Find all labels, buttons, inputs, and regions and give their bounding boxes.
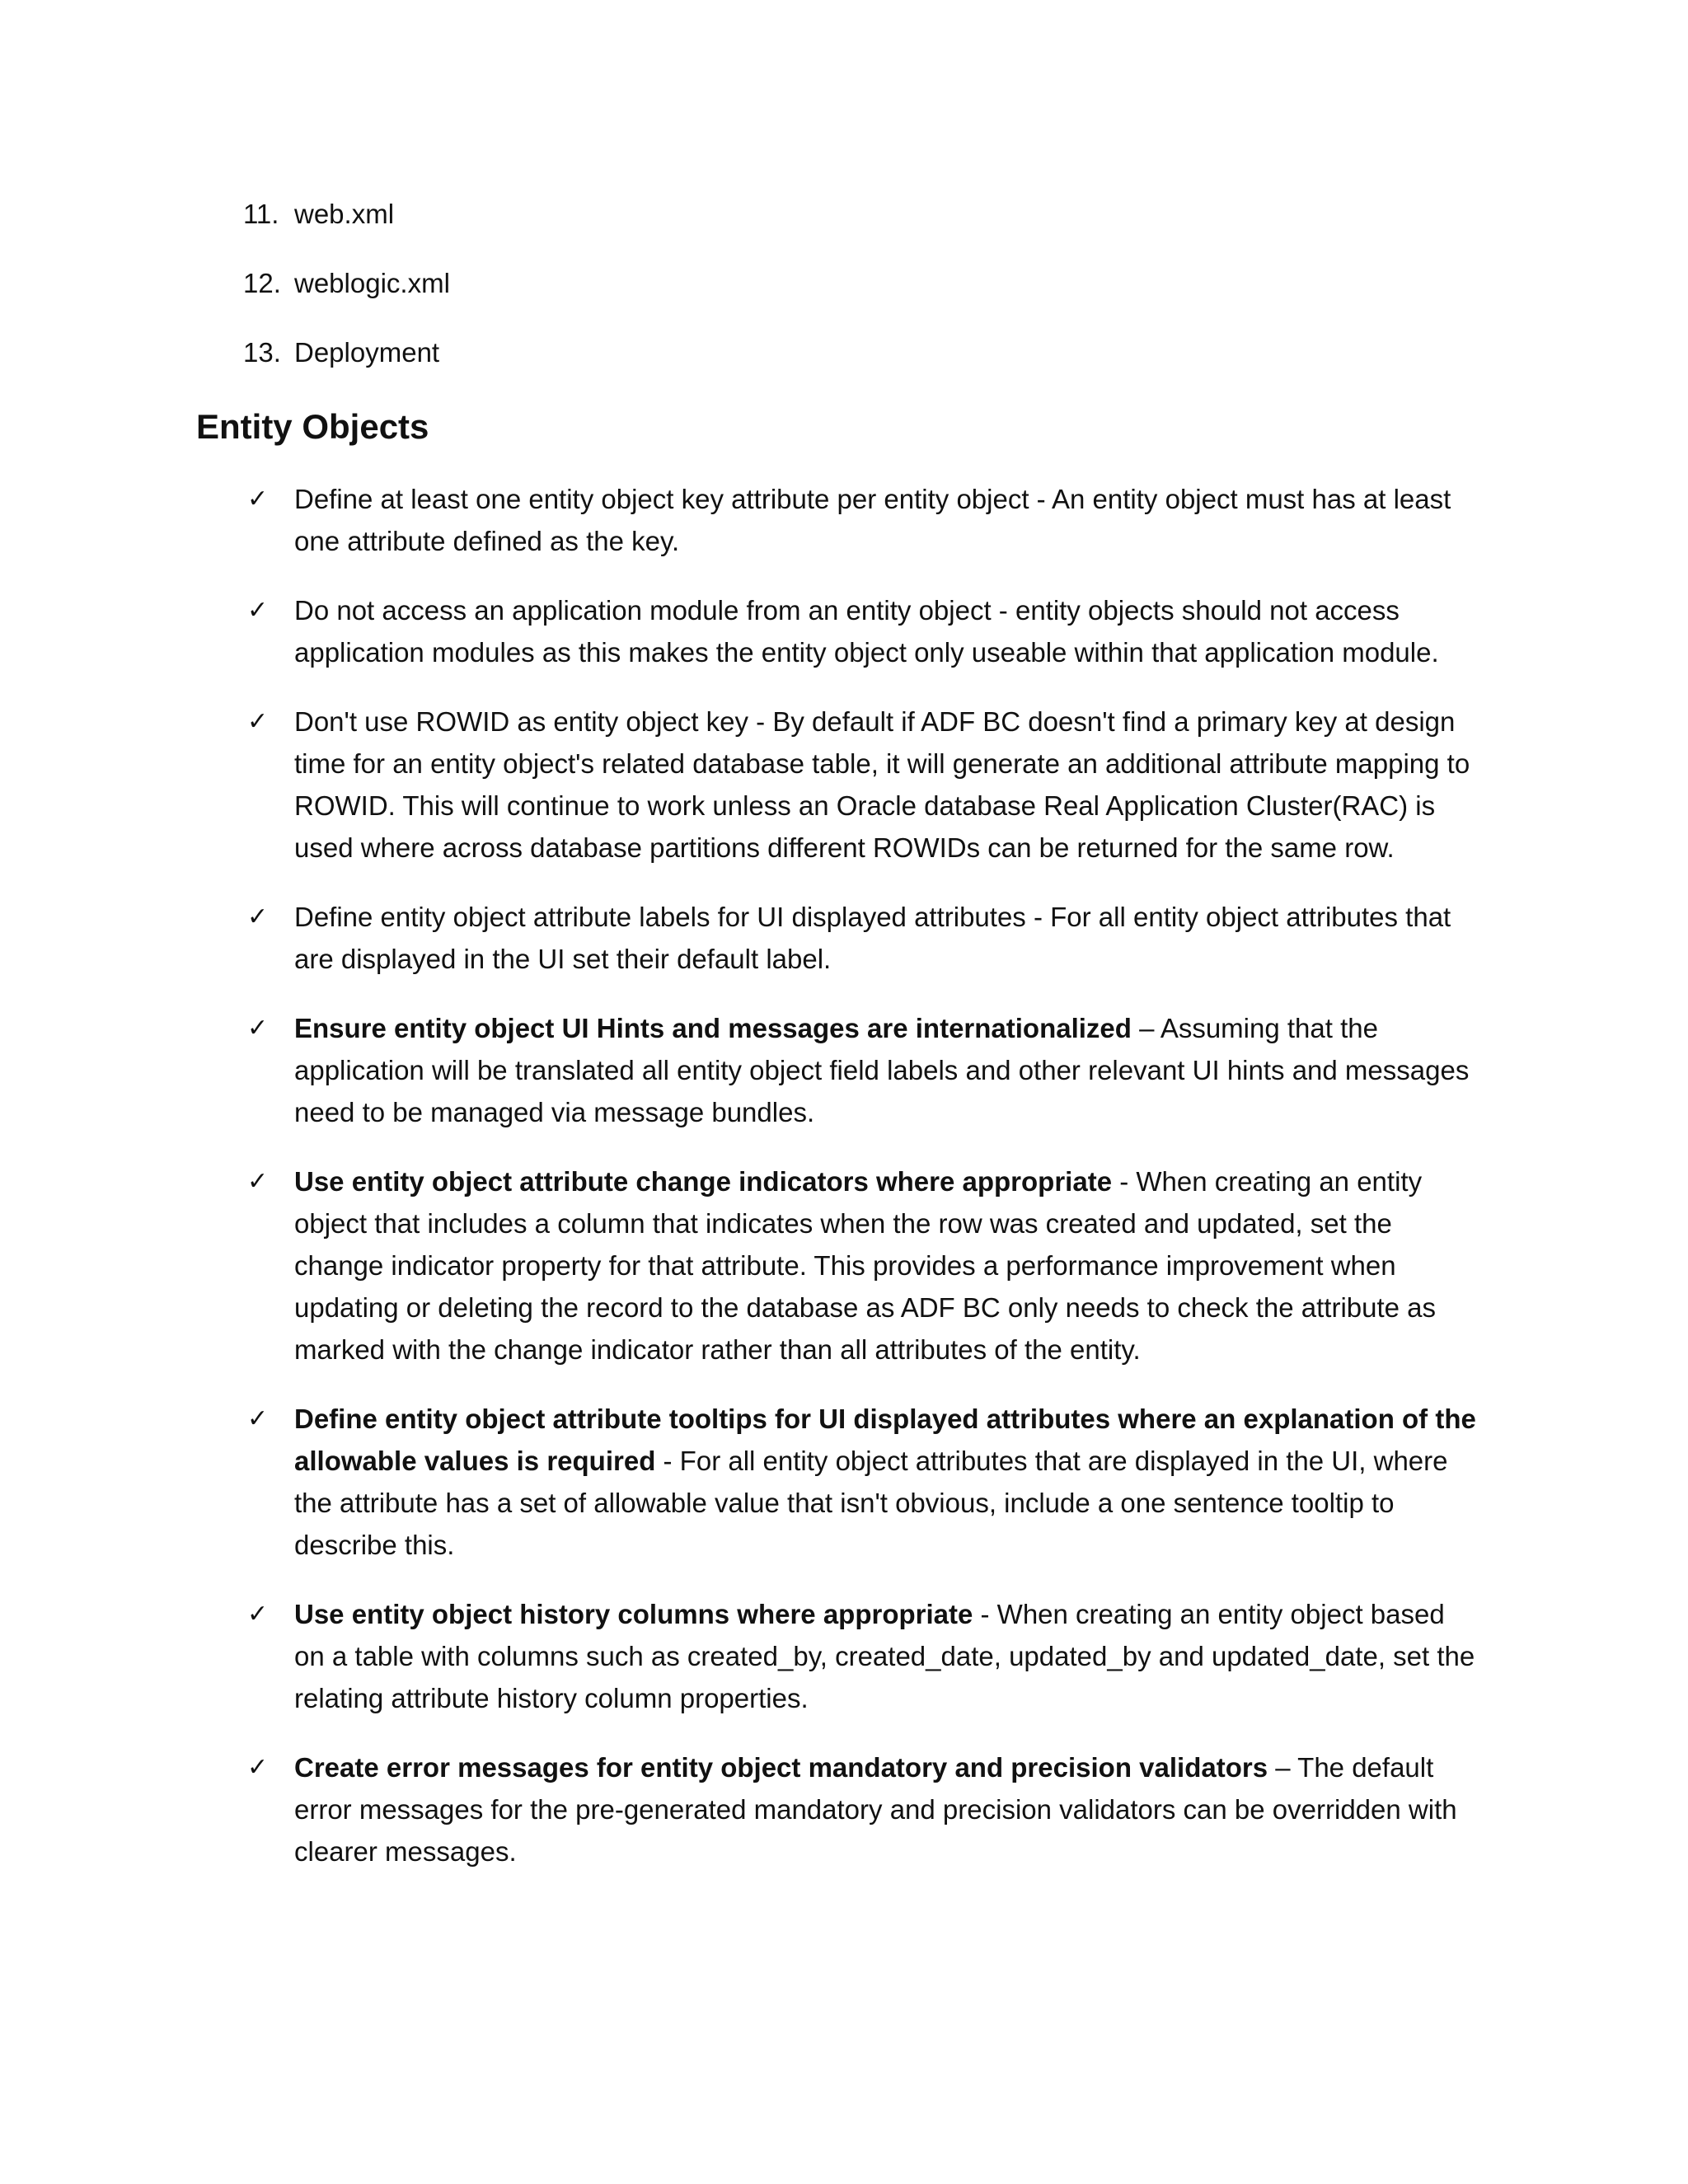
checklist-item [196,478,1482,562]
item-text: Define at least one entity object key attribute per entity object - An entity object must has at least one attribute defined as the key. [294,484,1451,556]
checkmark-icon: ✓ [247,596,269,625]
checklist-item [196,589,1482,673]
checkmark-icon: ✓ [247,1404,269,1433]
item-text: Do not access an application module from an entity object - entity objects should not access application modules as this makes the entity object only useable within that application module. [294,595,1439,668]
checkmark-icon: ✓ [247,707,269,736]
checklist-item [196,1593,1482,1719]
item-text: – Assuming that the application will be translated all entity object field labels and other relevant UI hints and messages need to be managed via message bundles. [294,1013,1470,1127]
item-text: Define entity object attribute labels for UI displayed attributes - For all entity object attributes that are displayed in the UI set their default label. [294,902,1451,974]
checkmark-icon: ✓ [247,1167,269,1196]
checklist-item [196,1746,1482,1872]
checkmark-icon: ✓ [247,485,269,513]
checklist-item [196,701,1482,869]
numbered-item [196,191,1515,260]
item-bold-text: Use entity object attribute change indicators where appropriate [294,1166,1113,1197]
item-text: weblogic.xml [294,268,450,298]
item-bold-text: Define entity object attribute tooltips for UI displayed attributes where an explanation of the allowable values is required [294,1404,1476,1476]
checklist-item [196,896,1482,980]
item-bold-text: Ensure entity object UI Hints and messages are internationalized [294,1013,1132,1043]
item-bold-text: Create error messages for entity object mandatory and precision validators [294,1752,1268,1783]
checklist-item [196,1398,1482,1566]
checklist-item [196,1160,1482,1371]
checkmark-icon: ✓ [247,1600,269,1629]
item-bold-text: Use entity object history columns where appropriate [294,1599,973,1629]
checklist [196,478,1482,1900]
item-number: 11. [243,199,279,229]
checklist-item [196,1007,1482,1133]
item-text: Don't use ROWID as entity object key - By default if ADF BC doesn't find a primary key at design time for an entity object's related database table, it will generate an additional attribute mapping to ROWID. This will continue to work unless an Oracle database Real Application Cluster(RAC) is used where across database partitions different ROWIDs can be returned for the same row. [294,706,1470,863]
checkmark-icon: ✓ [247,902,269,931]
item-text: - When creating an entity object based on a table with columns such as created_by, created_date, updated_by and updated_date, set the relating attribute history column properties. [294,1599,1475,1713]
item-number: 13. [243,337,281,368]
checkmark-icon: ✓ [247,1014,269,1043]
item-text: Deployment [294,337,440,368]
item-text: - When creating an entity object that includes a column that indicates when the row was created and updated, set the change indicator property for that attribute. This provides a performance improvement when updating or deleting the record to the database as ADF BC only needs to check the attribute as marked with the change indicator rather than all attributes of the entity. [294,1166,1437,1365]
numbered-item [196,330,1515,399]
item-text: - For all entity object attributes that are displayed in the UI, where the attribute has a set of allowable value that isn't obvious, include a one sentence tooltip to describe this. [294,1446,1448,1560]
item-text: – The default error messages for the pre-generated mandatory and precision validators can be overridden with clearer messages. [294,1752,1457,1867]
item-text: web.xml [294,199,395,229]
numbered-item [196,260,1515,330]
numbered-list [196,191,1515,399]
checkmark-icon: ✓ [247,1753,269,1782]
item-number: 12. [243,268,281,298]
section-heading: Entity Objects [196,407,429,446]
